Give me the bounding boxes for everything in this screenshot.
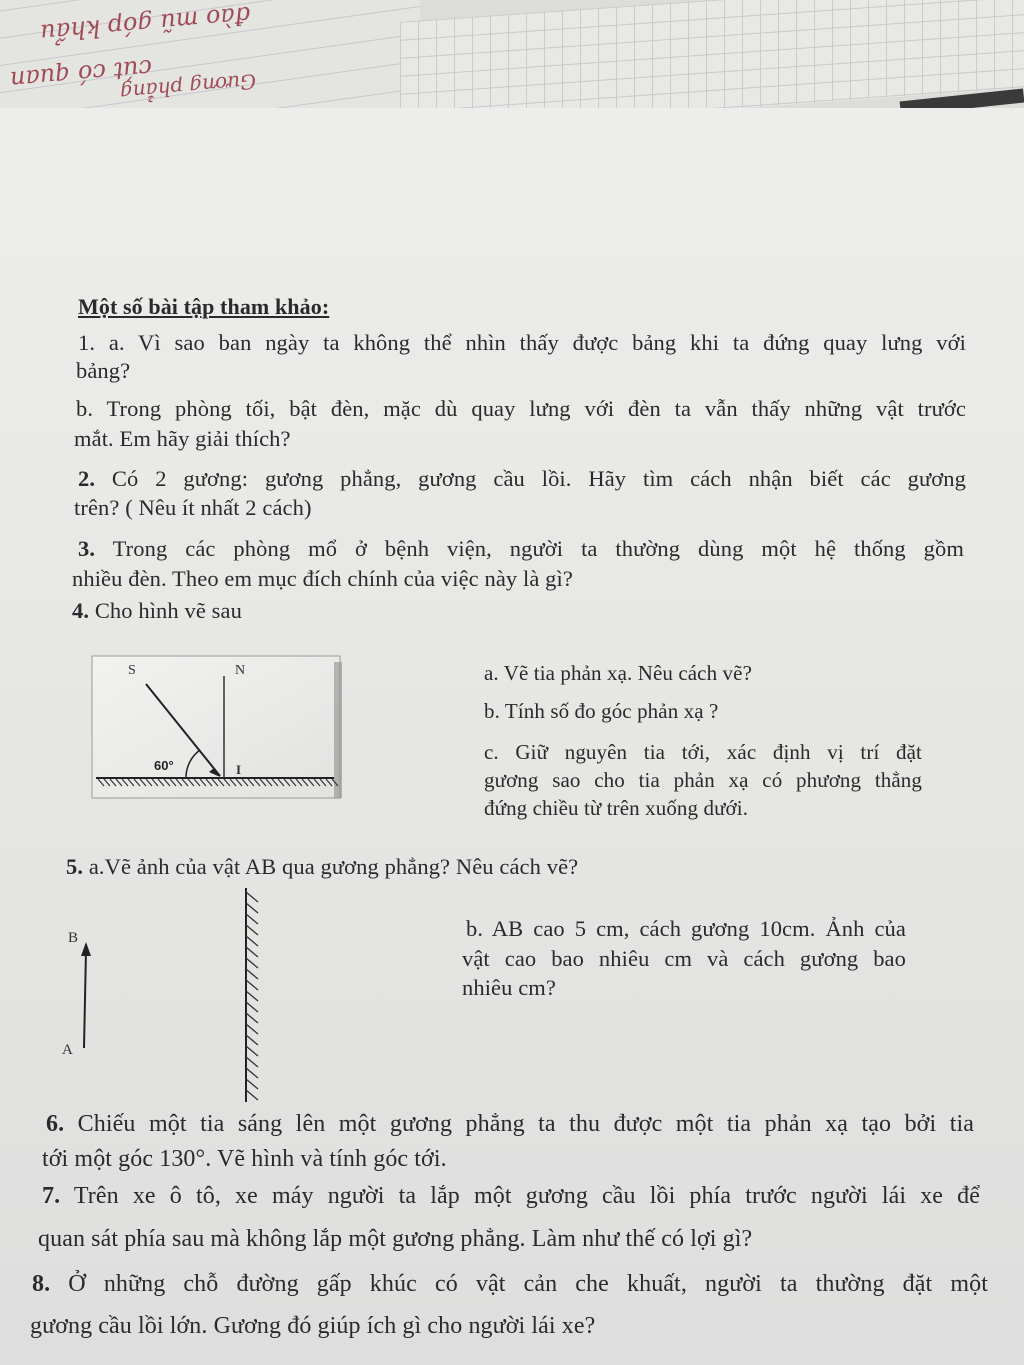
question-4c-line-1: c. Giữ nguyên tia tới, xác định vị trí đặt xyxy=(484,740,922,764)
question-5-title xyxy=(66,854,578,880)
question-3-line-1 xyxy=(78,536,964,562)
plane-mirror-hatching xyxy=(246,892,258,1100)
question-6-number: 6. xyxy=(46,1111,65,1137)
question-4c-line-2: gương sao cho tia phản xạ có phương thẳng xyxy=(484,768,922,792)
question-6-text: Chiếu một tia sáng lên một gương phẳng ta thu được một tia phản xạ tạo bởi tia xyxy=(77,1111,974,1137)
question-2-line-2: trên? ( Nêu ít nhất 2 cách) xyxy=(74,495,312,520)
object-ab xyxy=(84,950,86,1048)
label-s: S xyxy=(128,663,136,678)
question-5b-line-2: vật cao bao nhiêu cm và cách gương bao xyxy=(462,946,906,971)
object-arrow xyxy=(81,942,91,956)
question-5a-text: a.Vẽ ảnh của vật AB qua gương phẳng? Nêu cách vẽ? xyxy=(88,854,579,879)
mirror-object-diagram xyxy=(56,888,286,1108)
label-i: I xyxy=(236,762,242,777)
worksheet-page xyxy=(0,108,1024,1365)
question-2-number: 2. xyxy=(78,466,96,491)
question-7-text: Trên xe ô tô, xe máy người ta lắp một gương cầu lồi phía trước người lái xe để xyxy=(73,1183,981,1209)
handwriting-3: Gương phẳng xyxy=(119,69,258,105)
question-4c-line-3: đứng chiều từ trên xuống dưới. xyxy=(484,796,749,820)
label-a: A xyxy=(62,1042,73,1058)
page-title: Một số bài tập tham khảo: xyxy=(78,294,330,319)
question-2-line-1 xyxy=(78,466,966,492)
question-4a: a. Vẽ tia phản xạ. Nêu cách vẽ? xyxy=(484,661,752,685)
question-3-text: Trong các phòng mổ ở bệnh viện, người ta thường dùng một hệ thống gồm xyxy=(112,536,964,561)
question-7-line-1 xyxy=(42,1183,980,1210)
question-6-line-2: tới một góc 130°. Vẽ hình và tính góc tới. xyxy=(42,1146,447,1172)
question-8-number: 8. xyxy=(32,1271,51,1297)
question-1b-line-2: mắt. Em hãy giải thích? xyxy=(74,426,291,451)
question-5b-line-3: nhiêu cm? xyxy=(462,975,556,1000)
question-4-text: Cho hình vẽ sau xyxy=(94,598,242,623)
question-3-line-2: nhiều đèn. Theo em mục đích chính của việc này là gì? xyxy=(72,566,573,591)
question-4-number: 4. xyxy=(72,598,90,623)
handwriting-1: đào mũ góp khẩu xyxy=(39,0,252,48)
handwriting-2: cút có quan xyxy=(9,53,154,95)
reflection-diagram xyxy=(90,654,342,800)
angle-label: 60° xyxy=(154,758,174,773)
question-1a-line-1: 1. a. Vì sao ban ngày ta không thể nhìn thấy được bảng khi ta đứng quay lưng với xyxy=(78,330,966,355)
question-2-text: Có 2 gương: gương phẳng, gương cầu lồi. Hãy tìm cách nhận biết các gương xyxy=(111,466,966,491)
question-1b-line-1: b. Trong phòng tối, bật đèn, mặc dù quay lưng với đèn ta vẫn thấy những vật trước xyxy=(76,396,966,421)
label-n: N xyxy=(235,663,246,678)
question-6-line-1 xyxy=(46,1111,974,1138)
question-7-number: 7. xyxy=(42,1183,61,1209)
question-1a-line-2: bảng? xyxy=(76,358,131,383)
question-8-line-2: gương cầu lồi lớn. Gương đó giúp ích gì cho người lái xe? xyxy=(30,1313,596,1339)
question-5b-line-1: b. AB cao 5 cm, cách gương 10cm. Ảnh của xyxy=(466,916,906,941)
diagram-shadow xyxy=(334,662,342,798)
question-4b: b. Tính số đo góc phản xạ ? xyxy=(484,699,719,723)
question-4-title xyxy=(72,598,242,624)
label-b: B xyxy=(68,930,79,946)
question-7-line-2: quan sát phía sau mà không lắp một gương phẳng. Làm như thế có lợi gì? xyxy=(38,1226,753,1252)
question-3-number: 3. xyxy=(78,536,96,561)
question-8-line-1 xyxy=(32,1271,988,1298)
question-5-number: 5. xyxy=(66,854,84,879)
question-8-text: Ở những chỗ đường gấp khúc có vật cản che khuất, người ta thường đặt một xyxy=(68,1271,988,1297)
